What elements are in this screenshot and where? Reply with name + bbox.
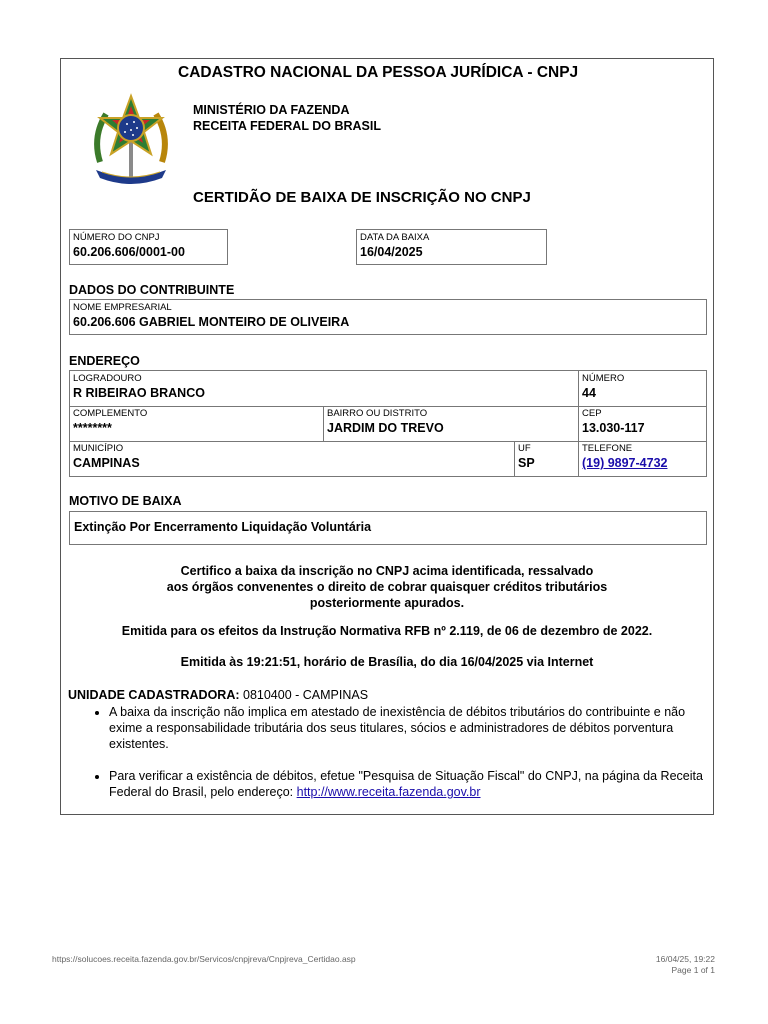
certification-statement [61,563,713,611]
uf-label: UF [518,443,531,454]
registration-unit [68,688,368,702]
registration-unit-label: UNIDADE CADASTRADORA: [68,688,240,702]
uf-value: SP [518,456,535,470]
logradouro-value: R RIBEIRAO BRANCO [73,386,205,400]
notes-list [91,704,719,800]
certificate-title: CERTIDÃO DE BAIXA DE INSCRIÇÃO NO CNPJ [193,189,531,206]
complemento-label: COMPLEMENTO [73,408,148,419]
motivo-section-title: MOTIVO DE BAIXA [69,494,182,508]
bairro-cell [324,406,579,442]
note-item [109,768,719,800]
statement-line-3: posteriormente apurados. [309,596,465,610]
address-section-title: ENDEREÇO [69,354,140,368]
numero-value: 44 [582,386,596,400]
statement-line-2: aos órgãos convenentes o direito de cobrar quaisquer créditos tributários [166,580,608,594]
complemento-value: ******** [73,421,112,435]
normativa-text: Emitida para os efeitos da Instrução Normativa RFB nº 2.119, de 06 de dezembro de 2022. [121,624,653,638]
motivo-box [69,511,707,545]
municipio-cell [70,441,515,476]
company-name-box [69,299,707,335]
baixa-date-label: DATA DA BAIXA [360,232,430,243]
note-text: Para verificar a existência de débitos, efetue "Pesquisa de Situação Fiscal" do CNPJ, na página da Receita Federal do Brasil, pelo endereço: [109,769,703,799]
footer-page-number: Page 1 of 1 [671,965,715,975]
bairro-value: JARDIM DO TREVO [327,421,444,435]
baixa-date-value: 16/04/2025 [360,245,423,259]
numero-label: NÚMERO [582,373,625,384]
municipio-label: MUNICÍPIO [73,443,124,454]
page-title: CADASTRO NACIONAL DA PESSOA JURÍDICA - CNPJ [178,64,579,81]
motivo-value: Extinção Por Encerramento Liquidação Voluntária [74,520,372,534]
logradouro-cell [70,371,579,407]
cnpj-number-value: 60.206.606/0001-00 [73,245,185,259]
company-name-value: 60.206.606 GABRIEL MONTEIRO DE OLIVEIRA [73,315,350,329]
cnpj-number-box [69,229,228,265]
emission-text: Emitida às 19:21:51, horário de Brasília, do dia 16/04/2025 via Internet [180,655,594,669]
cep-label: CEP [582,408,602,419]
telefone-label: TELEFONE [582,443,633,454]
statement-line-1: Certifico a baixa da inscrição no CNPJ acima identificada, ressalvado [180,564,594,578]
agency-name: RECEITA FEDERAL DO BRASIL [193,119,381,133]
company-name-label: NOME EMPRESARIAL [73,302,172,313]
brazil-coat-of-arms-icon [88,92,174,184]
bairro-label: BAIRRO OU DISTRITO [327,408,428,419]
complemento-cell [70,406,324,442]
ministry-heading [193,102,381,134]
cnpj-number-label: NÚMERO DO CNPJ [73,232,160,243]
numero-cell [579,371,706,407]
cep-value: 13.030-117 [582,421,645,435]
telefone-cell [579,441,706,476]
footer-url: https://solucoes.receita.fazenda.gov.br/Servicos/cnpjreva/Cnpjreva_Certidao.asp [52,954,356,964]
baixa-date-box [356,229,547,265]
ministry-name: MINISTÉRIO DA FAZENDA [193,103,350,117]
uf-cell [515,441,579,476]
receita-website-link[interactable]: http://www.receita.fazenda.gov.br [296,785,481,799]
telefone-link[interactable]: (19) 9897-4732 [582,456,668,470]
address-table [69,370,707,477]
footer-datetime: 16/04/25, 19:22 [655,954,715,964]
municipio-value: CAMPINAS [73,456,140,470]
logradouro-label: LOGRADOURO [73,373,142,384]
contributor-section-title: DADOS DO CONTRIBUINTE [69,283,235,297]
registration-unit-value: 0810400 - CAMPINAS [239,688,369,702]
cep-cell [579,406,706,442]
note-item: • A baixa da inscrição não implica em atestado de inexistência de débitos tributários do contribuinte e não exime a responsabilidade tributária dos seus titulares, sócios e administradores de débitos porventura existentes. [109,704,719,752]
